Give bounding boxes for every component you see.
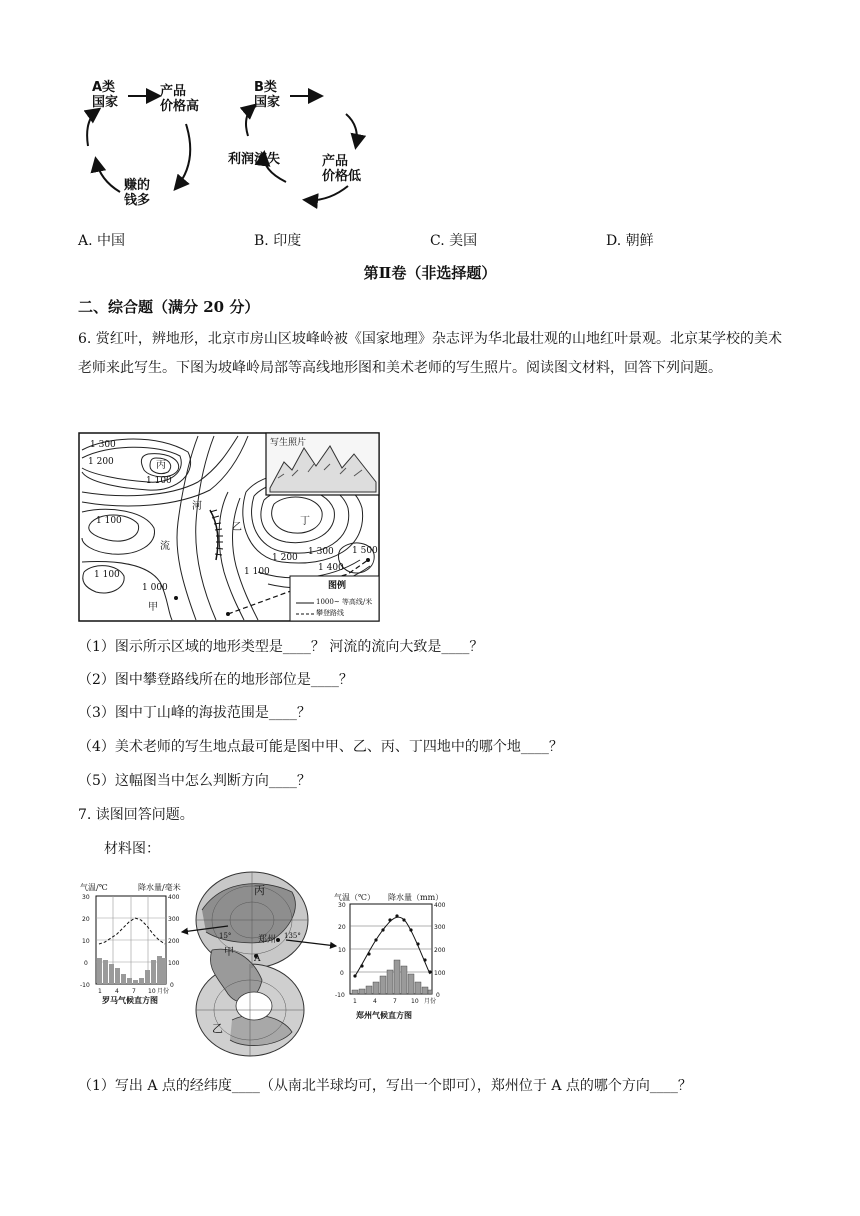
zz-rtick-0: 0 [436,992,440,999]
map-label-1100d: 1 100 [244,567,270,577]
zz-rtick-100: 100 [434,970,446,977]
q7-sub-1: （1）写出 A 点的经纬度____（从南北半球均可，写出一个即可），郑州位于 A 点的哪个方向____？ [78,1078,692,1094]
rome-xtick-4: 4 [115,988,119,995]
map-label-bing: 丙 [156,460,166,471]
zz-xtick-10: 10 [411,998,419,1005]
zz-xtick-7: 7 [393,998,397,1005]
zz-xunit: 月份 [424,998,437,1005]
map-label-jia: 甲 [148,602,158,613]
option-d[interactable]: D. 朝鲜 [606,233,654,249]
rome-rtick-200: 200 [168,938,180,945]
q6-sub-3: （3）图中丁山峰的海拔范围是____？ [78,705,311,721]
rome-xtick-1: 1 [98,988,102,995]
rome-tick-m10: -10 [80,982,90,989]
zz-tick-0: 0 [340,970,344,977]
photo-title: 写生照片 [270,438,307,448]
globe-label-zhengzhou: 郑州 [258,935,277,945]
cycle-a-node2: 产品 价格高 [160,84,200,114]
rome-tick-10: 10 [82,938,90,945]
legend-contour: 1000~ 等高线/米 [316,598,373,606]
option-c[interactable]: C. 美国 [430,233,478,249]
map-label-ding: 丁 [300,516,310,527]
part-title: 二、综合题（满分 20 分） [78,298,260,316]
zz-tick-30: 30 [338,902,346,909]
arrow-b2 [346,114,357,146]
cycle-b-node1: B类 国家 [254,80,281,110]
arrow-a4 [87,110,98,146]
rome-rtick-0: 0 [170,982,174,989]
option-a[interactable]: A. 中国 [78,233,126,249]
zz-ylabel-right: 降水量（mm） [388,893,444,902]
globe-label-a: A [254,954,261,964]
zz-ylabel-left: 气温（℃） [334,893,375,902]
globe-label-bing: 丙 [254,884,265,897]
zz-rtick-200: 200 [434,947,446,954]
globe-label-135: 135° [284,932,301,940]
zz-tick-20: 20 [338,924,346,931]
rome-tick-0: 0 [84,960,88,967]
rome-tick-30: 30 [82,894,90,901]
q6-stem: 6. 赏红叶，辨地形，北京市房山区坡峰岭被《国家地理》杂志评为华北最壮观的山地红叶景观。北京某学校的美术老师来此写生。下图为坡峰岭局部等高线地形图和美术老师的写生照片。阅读图文材料，回答下列问题。 [78,331,782,376]
rome-rtick-300: 300 [168,916,180,923]
rome-tick-20: 20 [82,916,90,923]
map-label-river2: 流 [160,541,170,552]
rome-xtick-7: 7 [132,988,136,995]
q7-material: 材料图： [104,841,160,857]
globe-label-yi: 乙 [212,1022,223,1035]
zz-title: 郑州气候直方图 [356,1010,412,1020]
rome-chart [78,890,182,996]
zz-xtick-1: 1 [353,998,357,1005]
map-label-1100b: 1 100 [96,516,122,526]
map-label-1500: 1 500 [352,546,378,556]
zz-tick-10: 10 [338,947,346,954]
q6-sub-1: （1）图示所示区域的地形类型是____？ 河流的流向大致是____？ [78,639,484,655]
rome-xunit: 月份 [157,988,170,995]
cycle-b-node2: 产品 价格低 [322,154,362,184]
globe-label-jia: 甲 [224,947,234,958]
map-label-river1: 河 [192,501,202,512]
q6-sub-4: （4）美术老师的写生地点最可能是图中甲、乙、丙、丁四地中的哪个地____？ [78,739,563,755]
rome-ylabel-left: 气温/℃ [80,883,108,892]
legend-route: 攀登路线 [316,609,344,617]
q6-sub-2: （2）图中攀登路线所在的地形部位是____？ [78,672,353,688]
rome-rtick-400: 400 [168,894,180,901]
map-label-1000: 1 000 [142,583,168,593]
globe-label-15: 15° [219,932,232,940]
map-label-1100a: 1 100 [146,476,172,486]
arrow-a3 [96,160,120,192]
cycle-b-node3: 利润流失 [228,152,281,167]
arrow-a2 [176,124,190,188]
rome-title: 罗马气候直方图 [102,995,158,1005]
map-label-1300b: 1 300 [308,547,334,557]
zz-rtick-400: 400 [434,902,446,909]
arrow-b3 [306,186,348,200]
arrow-b5 [246,106,254,136]
rome-ylabel-right: 降水量/毫米 [138,883,181,892]
map-label-yi: 乙 [232,522,242,533]
zhengzhou-chart [334,900,448,1012]
zz-rtick-300: 300 [434,924,446,931]
map-label-1200: 1 200 [88,457,114,467]
zz-tick-m10: -10 [335,992,345,999]
q6-sub-5: （5）这幅图当中怎么判断方向____？ [78,773,311,789]
zz-xtick-4: 4 [373,998,377,1005]
cycle-a-node1: A类 国家 [92,80,119,110]
map-label-1300: 1 300 [90,440,116,450]
option-b[interactable]: B. 印度 [254,233,302,249]
map-label-1100c: 1 100 [94,570,120,580]
section-title: 第Ⅱ卷（非选择题） [363,264,497,282]
cycle-a-node3: 赚的 钱多 [124,178,151,208]
contour-map [78,432,380,622]
rome-xtick-10: 10 [148,988,156,995]
q7-stem: 7. 读图回答问题。 [78,807,194,823]
map-label-1200b: 1 200 [272,553,298,563]
map-label-1400: 1 400 [318,563,344,573]
legend-title: 图例 [328,581,347,591]
rome-rtick-100: 100 [168,960,180,967]
